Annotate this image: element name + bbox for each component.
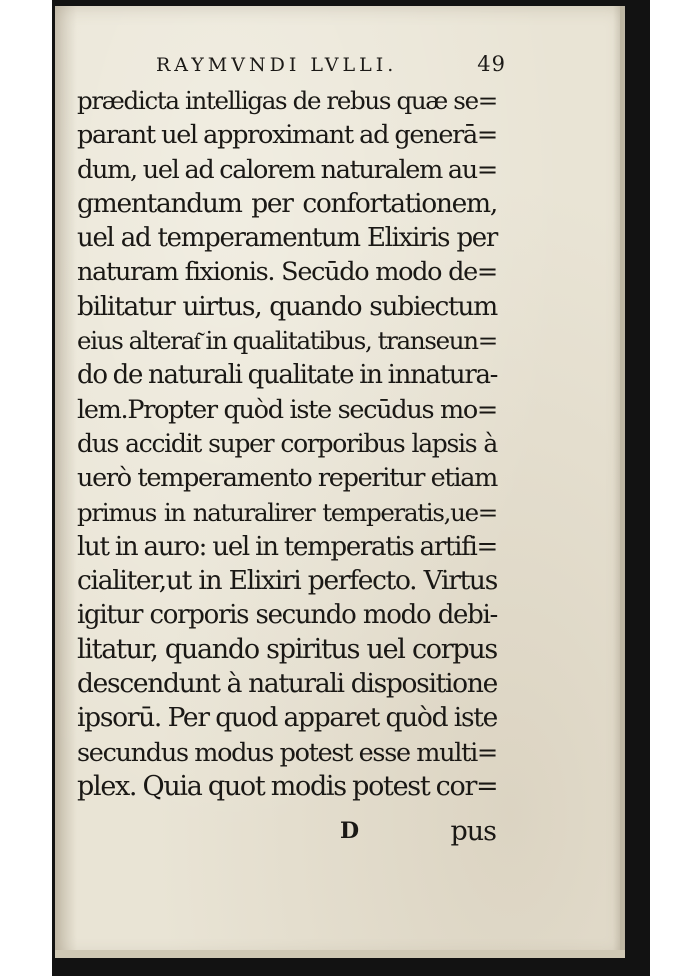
text-line: descendunt à naturali dispositione [77,668,497,700]
text-line: prædicta intelligas de rebus quæ se= [77,86,497,115]
text-line: do de naturali qualitate in innatura- [77,360,498,391]
body-text [77,84,497,804]
text-line: plex. Quia quot modis potest cor= [77,770,498,802]
signature-line [340,818,496,850]
text-line: igitur corporis secundo modo debi- [77,600,497,631]
text-line: lem.Propter quòd iste secūdus mo= [77,394,497,425]
text-line: secundus modus potest esse multi= [77,737,497,768]
text-line: parant uel approximant ad generā= [77,120,497,151]
text-line: uerò temperamento reperitur etiam [77,463,497,494]
page-bottom-edge [55,950,625,958]
text-line: ipsorū. Per quod apparet quòd iste [77,702,497,734]
running-head-title: RAYMVNDI LVLLI. [156,54,398,76]
text-line: gmentandum per confortationem, [77,187,497,219]
catchword: pus [450,816,496,847]
text-line: cialiter,ut in Elixiri perfecto. Virtus [77,565,497,597]
text-line: primus in naturalirer temperatis,ue= [77,497,497,527]
text-line: lut in auro: uel in temperatis artifi= [77,531,497,562]
folio-number: 49 [477,52,506,76]
page-fore-edge [620,6,624,958]
signature-mark: D [340,818,360,844]
text-line: dum, uel ad calorem naturalem au= [77,154,497,185]
text-line: litatur, quando spiritus uel corpus [77,633,497,665]
text-line: dus accidit super corporibus lapsis à [77,428,497,458]
running-head [156,52,506,82]
text-line: eius alterat͂ in qualitatibus, transeun= [77,326,497,356]
text-line: uel ad temperamentum Elixiris per [77,223,497,254]
text-line: bilitatur uirtus, quando subiectum [77,290,497,322]
text-line: naturam fixionis. Secūdo modo de= [77,257,497,288]
